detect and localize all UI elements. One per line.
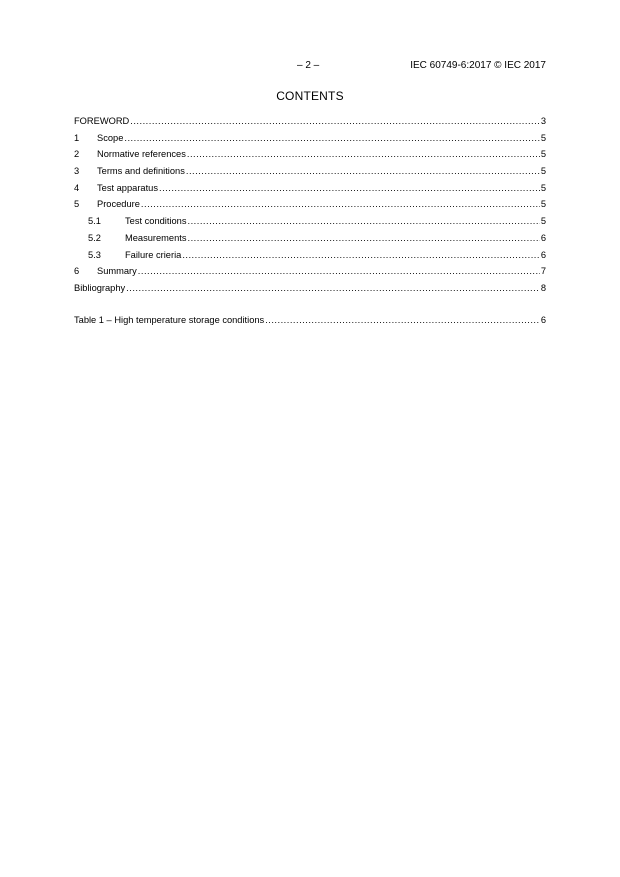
toc-entry-number: 5.3 <box>88 249 101 260</box>
toc-entry-bibliography[interactable] <box>74 280 546 297</box>
toc-entry-label: Table 1 – High temperature storage conditions <box>74 314 265 325</box>
toc-entry-number: 1 <box>74 132 80 143</box>
page-title: CONTENTS <box>276 89 344 103</box>
toc-entry-number: 5.1 <box>88 216 101 227</box>
toc-entry-foreword[interactable] <box>74 113 546 130</box>
toc-entry-page: 5 <box>540 166 546 177</box>
toc-leader <box>188 213 540 230</box>
toc-entry-number: 4 <box>74 182 80 193</box>
toc-entry-page: 6 <box>540 314 546 325</box>
toc-entry-procedure[interactable] <box>74 196 546 213</box>
toc-entry-label: Summary <box>97 266 137 277</box>
toc-entry-failure-criteria[interactable] <box>74 247 546 264</box>
toc-entry-label: Test conditions <box>125 216 187 227</box>
page-number: – 2 – <box>297 60 320 71</box>
toc-entry-page: 3 <box>540 116 546 126</box>
toc-entry-label: Procedure <box>97 199 140 210</box>
toc-spacer <box>74 297 546 312</box>
toc-entry-page: 5 <box>540 149 546 160</box>
toc-leader <box>130 113 540 130</box>
toc-entry-summary[interactable] <box>74 263 546 280</box>
toc-entry-number: 3 <box>74 166 80 177</box>
page-header <box>74 60 546 74</box>
toc-leader <box>265 312 540 329</box>
toc-entry-number: 5.2 <box>88 232 101 243</box>
toc-entry-page: 5 <box>540 132 546 143</box>
toc-entry-page: 6 <box>540 249 546 260</box>
toc-entry-page: 5 <box>540 182 546 193</box>
toc-leader <box>138 263 540 280</box>
toc-entry-label: Terms and definitions <box>97 166 185 177</box>
toc-entry-test-apparatus[interactable] <box>74 180 546 197</box>
table-of-contents <box>74 113 546 328</box>
toc-leader <box>187 146 540 163</box>
toc-leader <box>124 130 539 147</box>
toc-entry-number: 5 <box>74 199 80 210</box>
toc-leader <box>186 163 540 180</box>
toc-entry-scope[interactable] <box>74 130 546 147</box>
toc-leader <box>126 280 540 297</box>
toc-leader <box>188 230 540 247</box>
toc-leader <box>159 180 540 197</box>
toc-entry-label: Test apparatus <box>97 182 158 193</box>
toc-entry-page: 5 <box>540 216 546 227</box>
toc-entry-number: 2 <box>74 149 80 160</box>
toc-entry-label: Bibliography <box>74 282 126 293</box>
toc-entry-number: 6 <box>74 266 80 277</box>
toc-entry-label: Scope <box>97 132 124 143</box>
toc-leader <box>182 247 540 264</box>
toc-entry-table-1[interactable] <box>74 312 546 329</box>
toc-entry-page: 8 <box>540 282 546 293</box>
toc-entry-label: Normative references <box>97 149 186 160</box>
toc-entry-page: 7 <box>540 266 546 277</box>
toc-entry-page: 6 <box>540 232 546 243</box>
toc-entry-label: FOREWORD <box>74 116 130 126</box>
toc-entry-measurements[interactable] <box>74 230 546 247</box>
toc-leader <box>141 196 540 213</box>
toc-entry-page: 5 <box>540 199 546 210</box>
toc-entry-normative-references[interactable] <box>74 146 546 163</box>
toc-entry-test-conditions[interactable] <box>74 213 546 230</box>
document-id: IEC 60749-6:2017 © IEC 2017 <box>410 60 546 71</box>
toc-entry-terms-and-definitions[interactable] <box>74 163 546 180</box>
toc-entry-label: Failure crieria <box>125 249 182 260</box>
toc-entry-label: Measurements <box>125 232 187 243</box>
